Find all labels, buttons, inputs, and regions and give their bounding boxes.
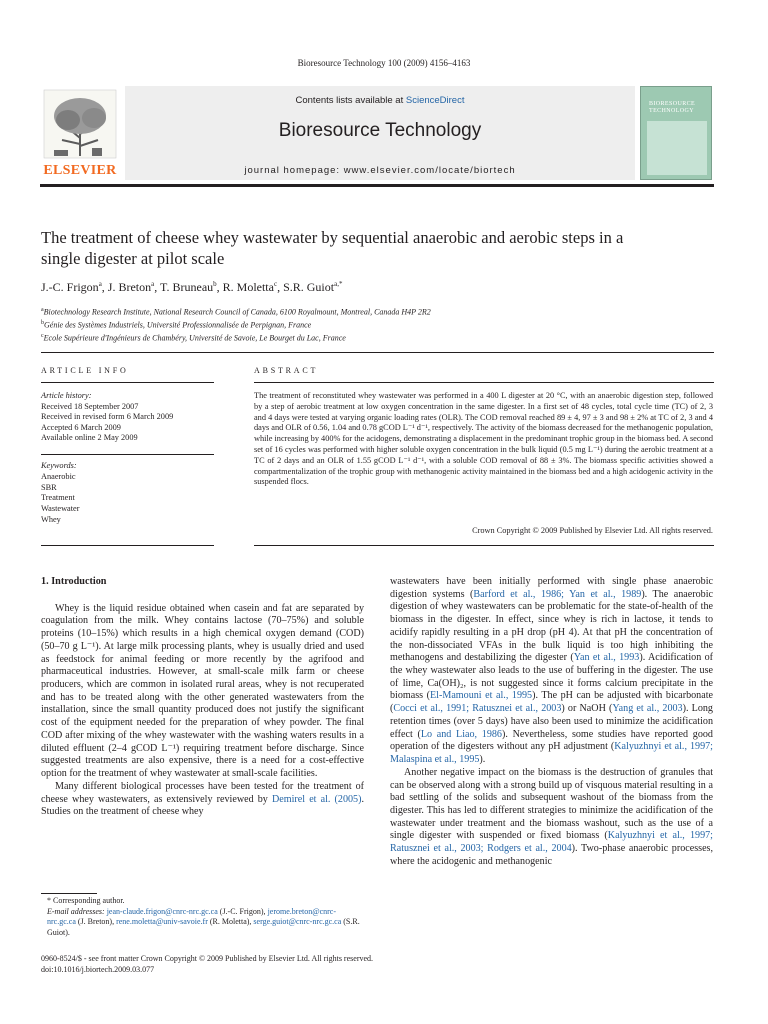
citation-link[interactable]: Yan et al., 1993 xyxy=(573,652,640,664)
publisher-wordmark: ELSEVIER xyxy=(43,163,117,178)
citation-link[interactable]: Demirel et al. (2005) xyxy=(272,793,362,805)
footnotes xyxy=(41,896,364,938)
affiliation: $^c$Ecole Supérieure d'Ingénieurs de Chambéry, Université de Savoie, Le Bourget du Lac, France xyxy=(41,333,346,343)
author-name: J. Breton xyxy=(107,280,152,294)
contents-line xyxy=(125,95,635,106)
divider xyxy=(254,545,714,546)
author-affiliation-mark: b xyxy=(213,280,217,288)
divider xyxy=(41,545,214,546)
contents-prefix: Contents lists available at xyxy=(295,95,406,106)
history-item: Available online 2 May 2009 xyxy=(41,433,138,442)
body-column-left xyxy=(41,576,364,819)
keyword: Whey xyxy=(41,514,61,524)
journal-homepage-link[interactable]: journal homepage: www.elsevier.com/locate/biortech xyxy=(244,165,516,176)
citation-link[interactable]: Lo and Liao, 1986 xyxy=(420,728,502,740)
author-affiliation-mark: a,* xyxy=(334,280,343,288)
affiliation: $^b$Génie des Systèmes Industriels, Université Professionnalisée de Perpignan, France xyxy=(41,320,312,330)
divider xyxy=(41,454,214,455)
page-footer xyxy=(41,953,541,975)
article-info-label: ARTICLE INFO xyxy=(41,366,129,375)
author-affiliation-mark: c xyxy=(273,280,278,288)
history-item: Accepted 6 March 2009 xyxy=(41,422,121,432)
keyword: Treatment xyxy=(41,493,75,503)
affiliation-list xyxy=(41,305,701,344)
citation-link[interactable]: Cocci et al., 1991; Ratusznei et al., 2003 xyxy=(393,703,562,715)
body-paragraph: Another negative impact on the biomass is the destruction of granules that can be observed along with a strong build up of visquous material resulting in a bad settling of the solids and subsequent washout of the biomass from the digester. This has led to different strategies to minimize the acidification of the wastewater under treatment and the biomass washout, such as the use of a single digester with suspended or fixed biomass (Kalyuzhnyi et al., 1997; Ratusznei et al., 2003; Rodgers et al., 2004). Two-phase anaerobic processes, where the acidogenic and methanogenic xyxy=(390,766,714,867)
keywords-label: Keywords: xyxy=(41,461,77,470)
running-head: Bioresource Technology 100 (2009) 4156–4163 xyxy=(297,58,471,68)
abstract-label: ABSTRACT xyxy=(254,366,319,375)
citation-link[interactable]: Yang et al., 2003 xyxy=(612,703,683,715)
history-item: Received 18 September 2007 xyxy=(41,401,139,411)
journal-cover-thumbnail xyxy=(640,86,712,180)
email-link[interactable]: serge.guiot@cnrc-nrc.gc.ca xyxy=(253,917,342,926)
journal-name: Bioresource Technology xyxy=(278,120,482,141)
citation-link[interactable]: Kalyuzhnyi et al., 1997; Ratusznei et al., 2003; Rodgers et al., 2004 xyxy=(390,830,713,855)
abstract-text: The treatment of reconstituted whey wastewater was performed in a 400 L digester at 20 °C, with an anaerobic digestion step, followed by a step of aerobic treatment at low oxygen concentration in the same digester. In a first set of 48 cycles, total cycle time (TC) of 2, 3 and 4 days were tested at varying organic loading rates (OLR). The COD removal reached 89 ± 4, 97 ± 3 and 98 ± 2% at TC of 2, 3 and 4 days and OLR of 0.56, 1.04 and 0.78 gCOD L⁻¹ d⁻¹, respectively. The activity of the biomass decreased for the methanogenic population, while increasing by 400% for the acidogens, demonstrating a displacement in the predominant trophic group in the biomass bed. A second set of 16 cycles was performed with higher soluble oxygen concentration in the bulk liquid (0.5 mg L⁻¹) during the aerobic treatment at a TC of 2 days and an OLR of 1.55 gCOD L⁻¹ d⁻¹, with a soluble COD removal of 88 ± 3%. The biomass specific activities showed a compartmentalization of the trophic group with methanogenic activity maintained in the biomass bed and a high acidogenic activity in the suspended flocs. xyxy=(254,391,713,487)
email-link[interactable]: jean-claude.frigon@cnrc-nrc.gc.ca xyxy=(106,906,218,916)
journal-banner xyxy=(125,86,635,180)
author-affiliation-mark: a xyxy=(151,280,155,288)
corresponding-author-note: * Corresponding author. xyxy=(47,896,125,905)
author-list: J.-C. Frigon$^a$, J. Breton$^a$, T. Bruneau$^b$, R. Moletta$^c$, S.R. Guiot$^{a,*}$ xyxy=(41,280,343,294)
history-label: Article history: xyxy=(41,391,92,400)
history-item: Received in revised form 6 March 2009 xyxy=(41,412,174,421)
body-paragraph: wastewaters have been initially performed with single phase anaerobic digestion systems (Barford et al., 1986; Yan et al., 1989). The anaerobic digestion of whey wastewaters can be problematic for the state-of-health of the biomass in the digester. In effect, since whey is rich in lactose, it tends to acidify rapidly resulting in a pH drop (pH 4). At that pH the concentration of the non-dissociated VFAs in the bulk liquid is too high inhibiting the methanogens and destabilizing the digester (Yan et al., 1993). Acidification of the whey wastewater also leads to the use of buffering in the digester. The use of lime, Ca(OH)₂, is not suggested since it forms calcium precipitate in the biomass (El-Mamouni et al., 1995). The pH can be adjusted with bicarbonate (Cocci et al., 1991; Ratusznei et al., 2003) or NaOH (Yang et al., 2003). Long retention times (over 5 days) have also been used to minimize the acidification effect (Lo and Liao, 1986). Nevertheless, some studies have reported good operation of the digesters without any pH adjustment (Kalyuzhnyi et al., 1997; Malaspina et al., 1995). xyxy=(390,576,713,766)
cover-band xyxy=(647,121,707,175)
keywords xyxy=(41,461,221,526)
divider xyxy=(41,382,214,383)
doi-line[interactable]: doi:10.1016/j.biortech.2009.03.077 xyxy=(41,965,155,974)
email-link[interactable]: rene.moletta@univ-savoie.fr xyxy=(116,917,208,926)
keyword: Wastewater xyxy=(41,504,80,514)
citation-link[interactable]: El-Mamouni et al., 1995 xyxy=(430,690,533,702)
body-paragraph: Many different biological processes have been tested for the treatment of cheese whey wastewaters, as extensively reviewed by Demirel et al. (2005). Studies on the treatment of cheese whey xyxy=(41,780,364,818)
citation-link[interactable]: Barford et al., 1986; Yan et al., 1989 xyxy=(473,588,642,600)
journal-masthead xyxy=(40,86,714,188)
divider xyxy=(254,382,714,383)
body-column-right xyxy=(390,576,713,869)
author-name: T. Bruneau xyxy=(160,280,214,294)
article-history xyxy=(41,391,221,444)
keyword: Anaerobic xyxy=(41,471,76,481)
author-name: J.-C. Frigon xyxy=(41,280,99,294)
affiliation: $^a$Biotechnology Research Institute, National Research Council of Canada, 6100 Royalmount, Montreal, Canada H4P 2R2 xyxy=(41,307,431,317)
masthead-rule xyxy=(40,184,714,187)
cover-title: BIORESOURCE TECHNOLOGY xyxy=(649,101,696,114)
article-title: The treatment of cheese whey wastewater by sequential anaerobic and aerobic steps in a single digester at pilot scale xyxy=(41,228,624,268)
author-name: S.R. Guiot xyxy=(283,280,335,294)
divider xyxy=(41,352,714,353)
citation-link[interactable]: Kalyuzhnyi et al., 1997; Malaspina et al., 1995 xyxy=(390,741,713,766)
abstract-copyright: Crown Copyright © 2009 Published by Elsevier Ltd. All rights reserved. xyxy=(472,526,713,535)
body-paragraph: Whey is the liquid residue obtained when casein and fat are separated by coagulation from the milk. Whey contains lactose (70–75%) and soluble proteins (10–15%) which results in a high chemical oxygen demand (COD) (50–70 g L⁻¹). At large milk processing plants, whey is usually dried and used as feedstock for animal feeding or more recently by the agrifood and pharmaceutical industries. However, at small-scale milk farm or cheese producers, which are common in isolated rural areas, whey is not recuperated and has to be treated along with the other generated wastewaters from the installation, since the small quantity produced does not justify the significant cost of the equipment needed for the preparation of whey powder. The final COD after mixing of the whey wastewater with the washing waters results in a diluted effluent (2–4 gCOD L⁻¹) requiring treatment before discharge. Since suggested treatments are also expensive, there is a need for a cost-effective option for the treatment of whey wastewater at small-scale facilities. xyxy=(41,602,364,780)
footnote-rule xyxy=(41,893,97,894)
section-heading: 1. Introduction xyxy=(41,576,107,587)
sciencedirect-link[interactable]: ScienceDirect xyxy=(405,95,465,106)
author-name: R. Moletta xyxy=(222,280,274,294)
email-link[interactable]: jerome.breton@cnrc-nrc.gc.ca xyxy=(47,906,337,926)
email-addresses: E-mail addresses: jean-claude.frigon@cnrc-nrc.gc.ca (J.-C. Frigon), jerome.breton@cnrc-nrc.gc.ca (J. Breton), rene.moletta@univ-savoie.fr (R. Moletta), serge.guiot@cnrc-nrc.gc.ca (S.R. Guiot). xyxy=(47,906,360,937)
keyword: SBR xyxy=(41,482,57,492)
author-affiliation-mark: a xyxy=(98,280,102,288)
front-matter-line: 0960-8524/$ - see front matter Crown Copyright © 2009 Published by Elsevier Ltd. All rights reserved. xyxy=(41,954,374,963)
